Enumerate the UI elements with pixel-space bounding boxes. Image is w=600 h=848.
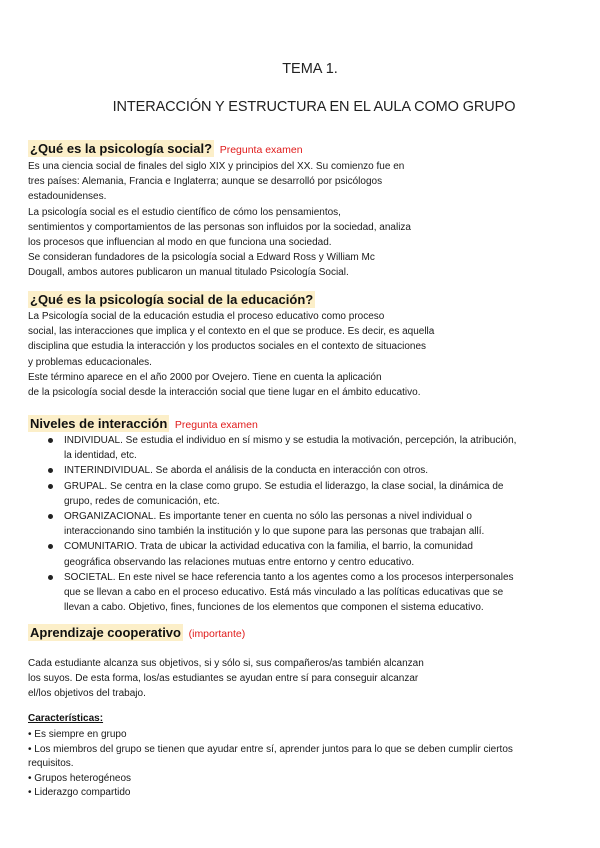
bullet-icon bbox=[48, 514, 53, 519]
text-line: SOCIETAL. En este nivel se hace referencia tanto a los agentes como a los procesos interpersonales bbox=[64, 571, 514, 583]
paragraph-aprendizaje bbox=[28, 656, 573, 702]
list-item bbox=[48, 570, 573, 616]
niveles-list bbox=[48, 433, 573, 615]
text-line: los procesos que influencian al modo en que funciona una sociedad. bbox=[28, 237, 332, 249]
text-line: social, las interacciones que implica y el contexto en el que se produce. Es decir, es aquella bbox=[28, 326, 435, 338]
text-line: los suyos. De esta forma, los/as estudiantes se ayudan entre sí para conseguir alcanzar bbox=[28, 673, 419, 685]
text-line: Es una ciencia social de finales del siglo XIX y principios del XX. Su comienzo fue en bbox=[28, 161, 405, 172]
text-line: Este término aparece en el año 2000 por Ovejero. Tiene en cuenta la aplicación bbox=[28, 371, 382, 383]
list-item bbox=[48, 539, 573, 569]
text-line: la identidad, etc. bbox=[64, 450, 137, 462]
section-heading-niveles bbox=[28, 416, 258, 431]
section-heading-psicologia-educacion bbox=[28, 292, 315, 307]
text-line: que se llevan a cabo en el proceso educativo. Está más vinculado a las políticas educativas que se bbox=[64, 587, 504, 599]
list-item: • Es siempre en grupo bbox=[28, 729, 127, 740]
list-item: • Liderazgo compartido bbox=[28, 787, 131, 799]
list-item: requisitos. bbox=[28, 758, 74, 770]
bullet-icon bbox=[48, 575, 53, 580]
importance-tag: (importante) bbox=[188, 628, 246, 640]
doc-subtitle: INTERACCIÓN Y ESTRUCTURA EN EL AULA COMO GRUPO bbox=[112, 99, 516, 115]
section-heading-aprendizaje bbox=[28, 625, 245, 640]
paragraph-psicologia-educacion bbox=[28, 309, 573, 400]
text-line: GRUPAL. Se centra en la clase como grupo. Se estudia el liderazgo, la clase social, la dinámica de bbox=[64, 480, 504, 492]
text-line: sentimientos y comportamientos de las personas son influidos por la sociedad, analiza bbox=[28, 221, 411, 233]
text-line: Cada estudiante alcanza sus objetivos, si y sólo si, sus compañeros/as también alcanzan bbox=[28, 658, 424, 669]
text-line: Se consideran fundadores de la psicología social a Edward Ross y William Mc bbox=[28, 252, 375, 264]
text-line: el/los objetivos del trabajo. bbox=[28, 688, 146, 700]
list-item bbox=[48, 463, 573, 478]
text-line: La Psicología social de la educación estudia el proceso educativo como proceso bbox=[28, 311, 385, 322]
text-line: Dougall, ambos autores publicaron un manual titulado Psicología Social. bbox=[28, 267, 349, 279]
text-line: La psicología social es el estudio científico de cómo los pensamientos, bbox=[28, 206, 341, 218]
text-line: tres países: Alemania, Francia e Inglaterra; aunque se desarrolló por psicólogos bbox=[28, 176, 383, 188]
list-item bbox=[48, 479, 573, 509]
text-line: INTERINDIVIDUAL. Se aborda el análisis de la conducta en interacción con otros. bbox=[64, 465, 429, 477]
text-line: geográfica observando las relaciones mutuas entre entorno y centro educativo. bbox=[64, 556, 415, 568]
text-line: llevan a cabo. Objetivo, fines, funciones de los elementos que componen el sistema educativo. bbox=[64, 602, 484, 614]
section-heading-psicologia-social bbox=[28, 141, 303, 156]
caracteristicas-list bbox=[28, 728, 573, 801]
text-line: disciplina que estudia la interacción y los productos sociales en el contexto de situaciones bbox=[28, 341, 427, 353]
text-line: ORGANIZACIONAL. Es importante tener en cuenta no sólo las personas a nivel individual o bbox=[64, 511, 472, 523]
bullet-icon bbox=[48, 544, 53, 549]
text-line: interaccionando sino también la institución y lo que supone para las personas que trabajan allí. bbox=[64, 526, 485, 538]
bullet-icon bbox=[48, 484, 53, 489]
text-line: de la psicología social desde la interacción social que tiene lugar en el ámbito educativo. bbox=[28, 387, 421, 399]
caracteristicas-heading: Características: bbox=[28, 713, 104, 724]
exam-tag: Pregunta examen bbox=[219, 144, 303, 156]
text-line: INDIVIDUAL. Se estudia el individuo en sí mismo y se estudia la motivación, percepción, la atribución, bbox=[64, 435, 517, 446]
heading-text: ¿Qué es la psicología social de la educación? bbox=[30, 292, 314, 307]
text-line: y problemas educacionales. bbox=[28, 356, 152, 368]
list-item: • Los miembros del grupo se tienen que ayudar entre sí, aprender juntos para lo que se deben cumplir ciertos bbox=[28, 743, 513, 755]
list-item bbox=[48, 509, 573, 539]
text-line: estadounidenses. bbox=[28, 191, 107, 203]
heading-text: Niveles de interacción bbox=[30, 416, 168, 431]
doc-title: TEMA 1. bbox=[282, 61, 338, 77]
list-item bbox=[48, 433, 573, 463]
text-line: grupo, redes de comunicación, etc. bbox=[64, 495, 220, 507]
heading-text: ¿Qué es la psicología social? bbox=[30, 141, 213, 156]
bullet-icon bbox=[48, 468, 53, 473]
heading-text: Aprendizaje cooperativo bbox=[30, 625, 181, 640]
exam-tag: Pregunta examen bbox=[174, 419, 258, 431]
text-line: COMUNITARIO. Trata de ubicar la actividad educativa con la familia, el barrio, la comunidad bbox=[64, 541, 473, 553]
bullet-icon bbox=[48, 438, 53, 443]
paragraph-psicologia-social bbox=[28, 159, 573, 281]
list-item: • Grupos heterogéneos bbox=[28, 772, 132, 784]
